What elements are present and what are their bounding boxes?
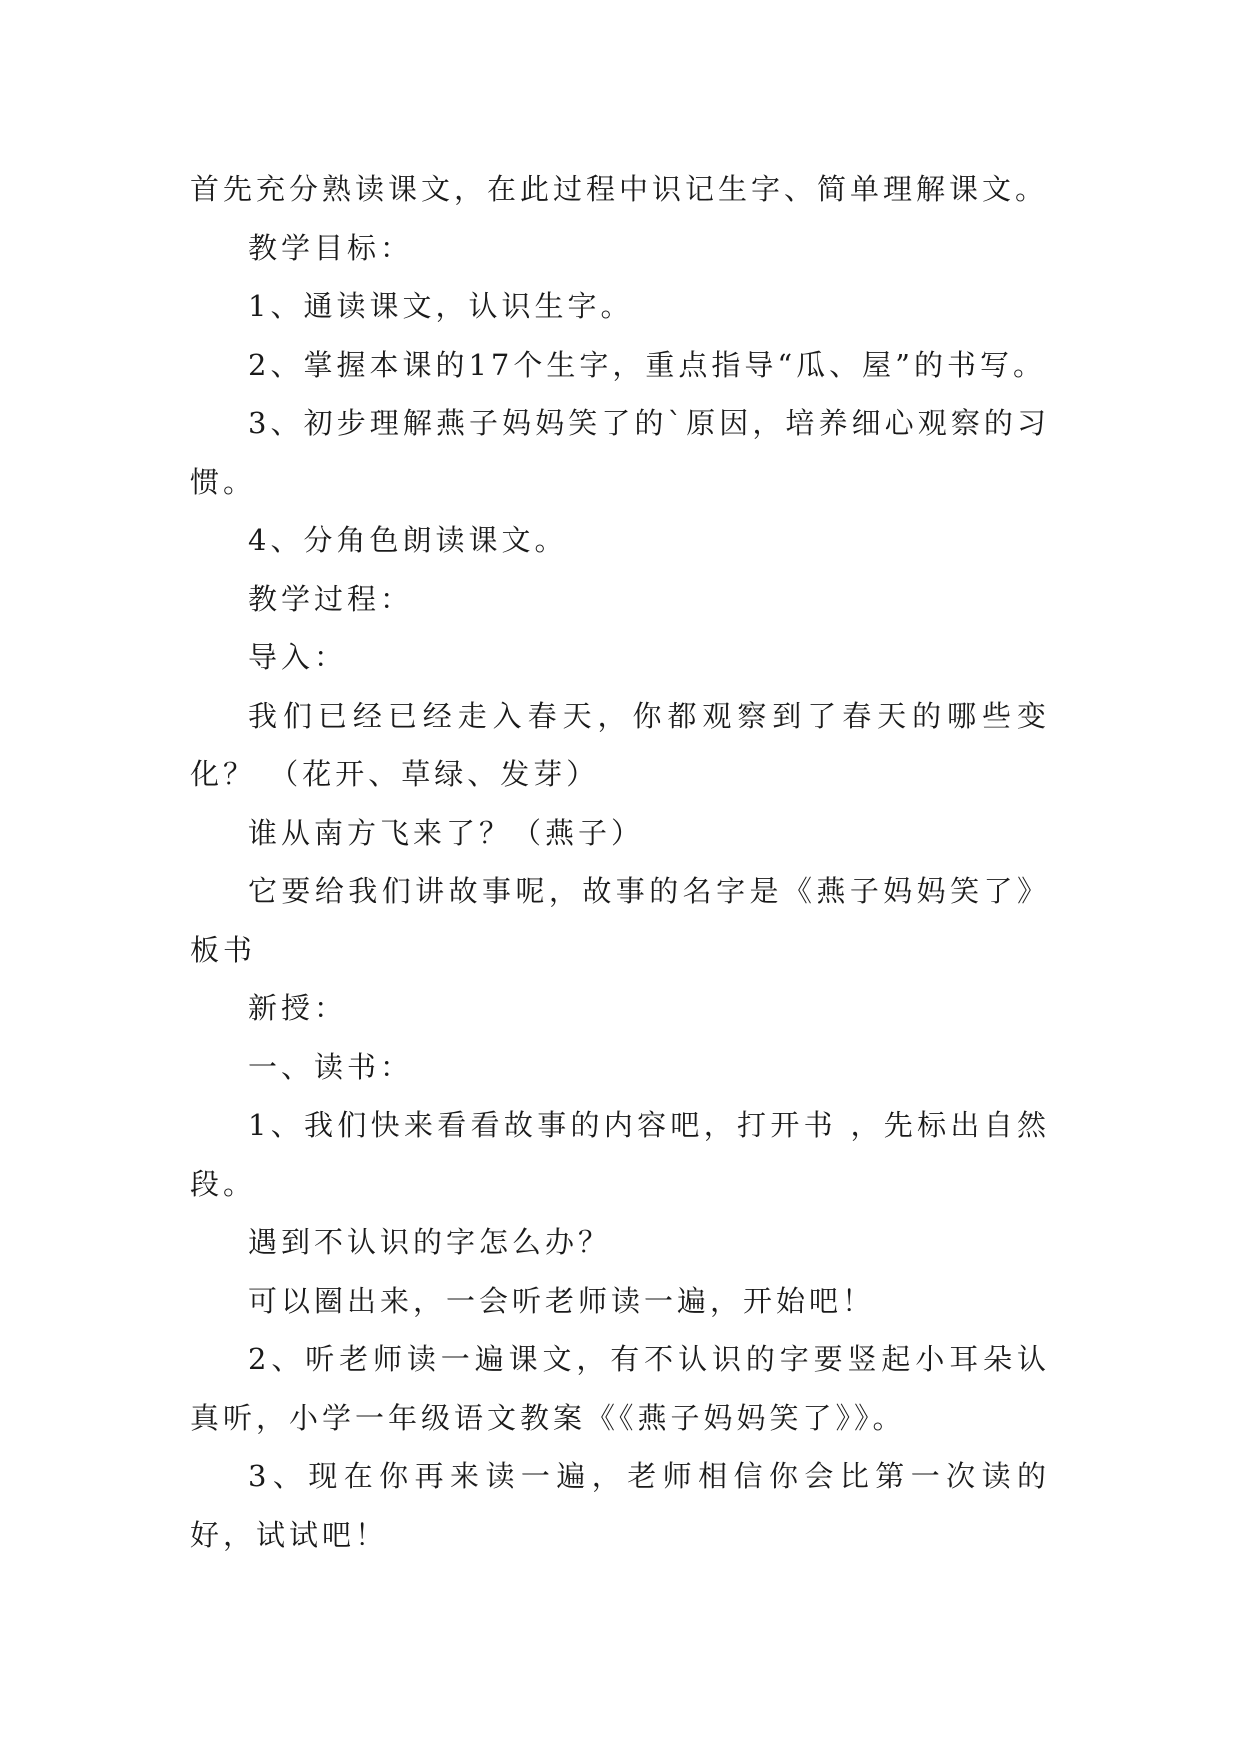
goal-item-2: 2、掌握本课的17个生字，重点指导“瓜、屋”的书写。 [248, 347, 1047, 382]
paragraph-unknown-words: 遇到不认识的字怎么办？ [248, 1225, 612, 1259]
paragraph-who-flew: 谁从南方飞来了？（燕子） [248, 815, 645, 850]
heading-teaching-goals: 教学目标： [248, 230, 414, 265]
heading-teaching-process: 教学过程： [248, 581, 414, 616]
heading-reading: 一、读书： [248, 1049, 414, 1084]
paragraph-story-title: 它要给我们讲故事呢，故事的名字是《燕子妈妈笑了》板书 [190, 874, 1050, 967]
reading-step-2: 2、听老师读一遍课文，有不认识的字要竖起小耳朵认真听，小学一年级语文教案《《燕子妈妈笑了》》。 [190, 1342, 1050, 1435]
document-body [190, 160, 1050, 1564]
paragraph-intro: 首先充分熟读课文，在此过程中识记生字、简单理解课文。 [190, 172, 1049, 206]
heading-introduction: 导入： [248, 640, 348, 674]
reading-step-3: 3、现在你再来读一遍，老师相信你会比第一次读的好，试试吧！ [190, 1459, 1050, 1552]
goal-item-3: 3、初步理解燕子妈妈笑了的`原因，培养细心观察的习惯。 [190, 406, 1050, 499]
paragraph-circle-words: 可以圈出来，一会听老师读一遍，开始吧！ [248, 1283, 876, 1318]
goal-item-4: 4、分角色朗读课文。 [248, 523, 568, 557]
heading-new-lesson: 新授： [248, 991, 348, 1025]
reading-step-1: 1、我们快来看看故事的内容吧，打开书 ，先标出自然段。 [190, 1108, 1050, 1201]
goal-item-1: 1、通读课文，认识生字。 [248, 289, 634, 323]
paragraph-spring-question: 我们已经已经走入春天，你都观察到了春天的哪些变化？ （花开、草绿、发芽） [190, 698, 1050, 791]
